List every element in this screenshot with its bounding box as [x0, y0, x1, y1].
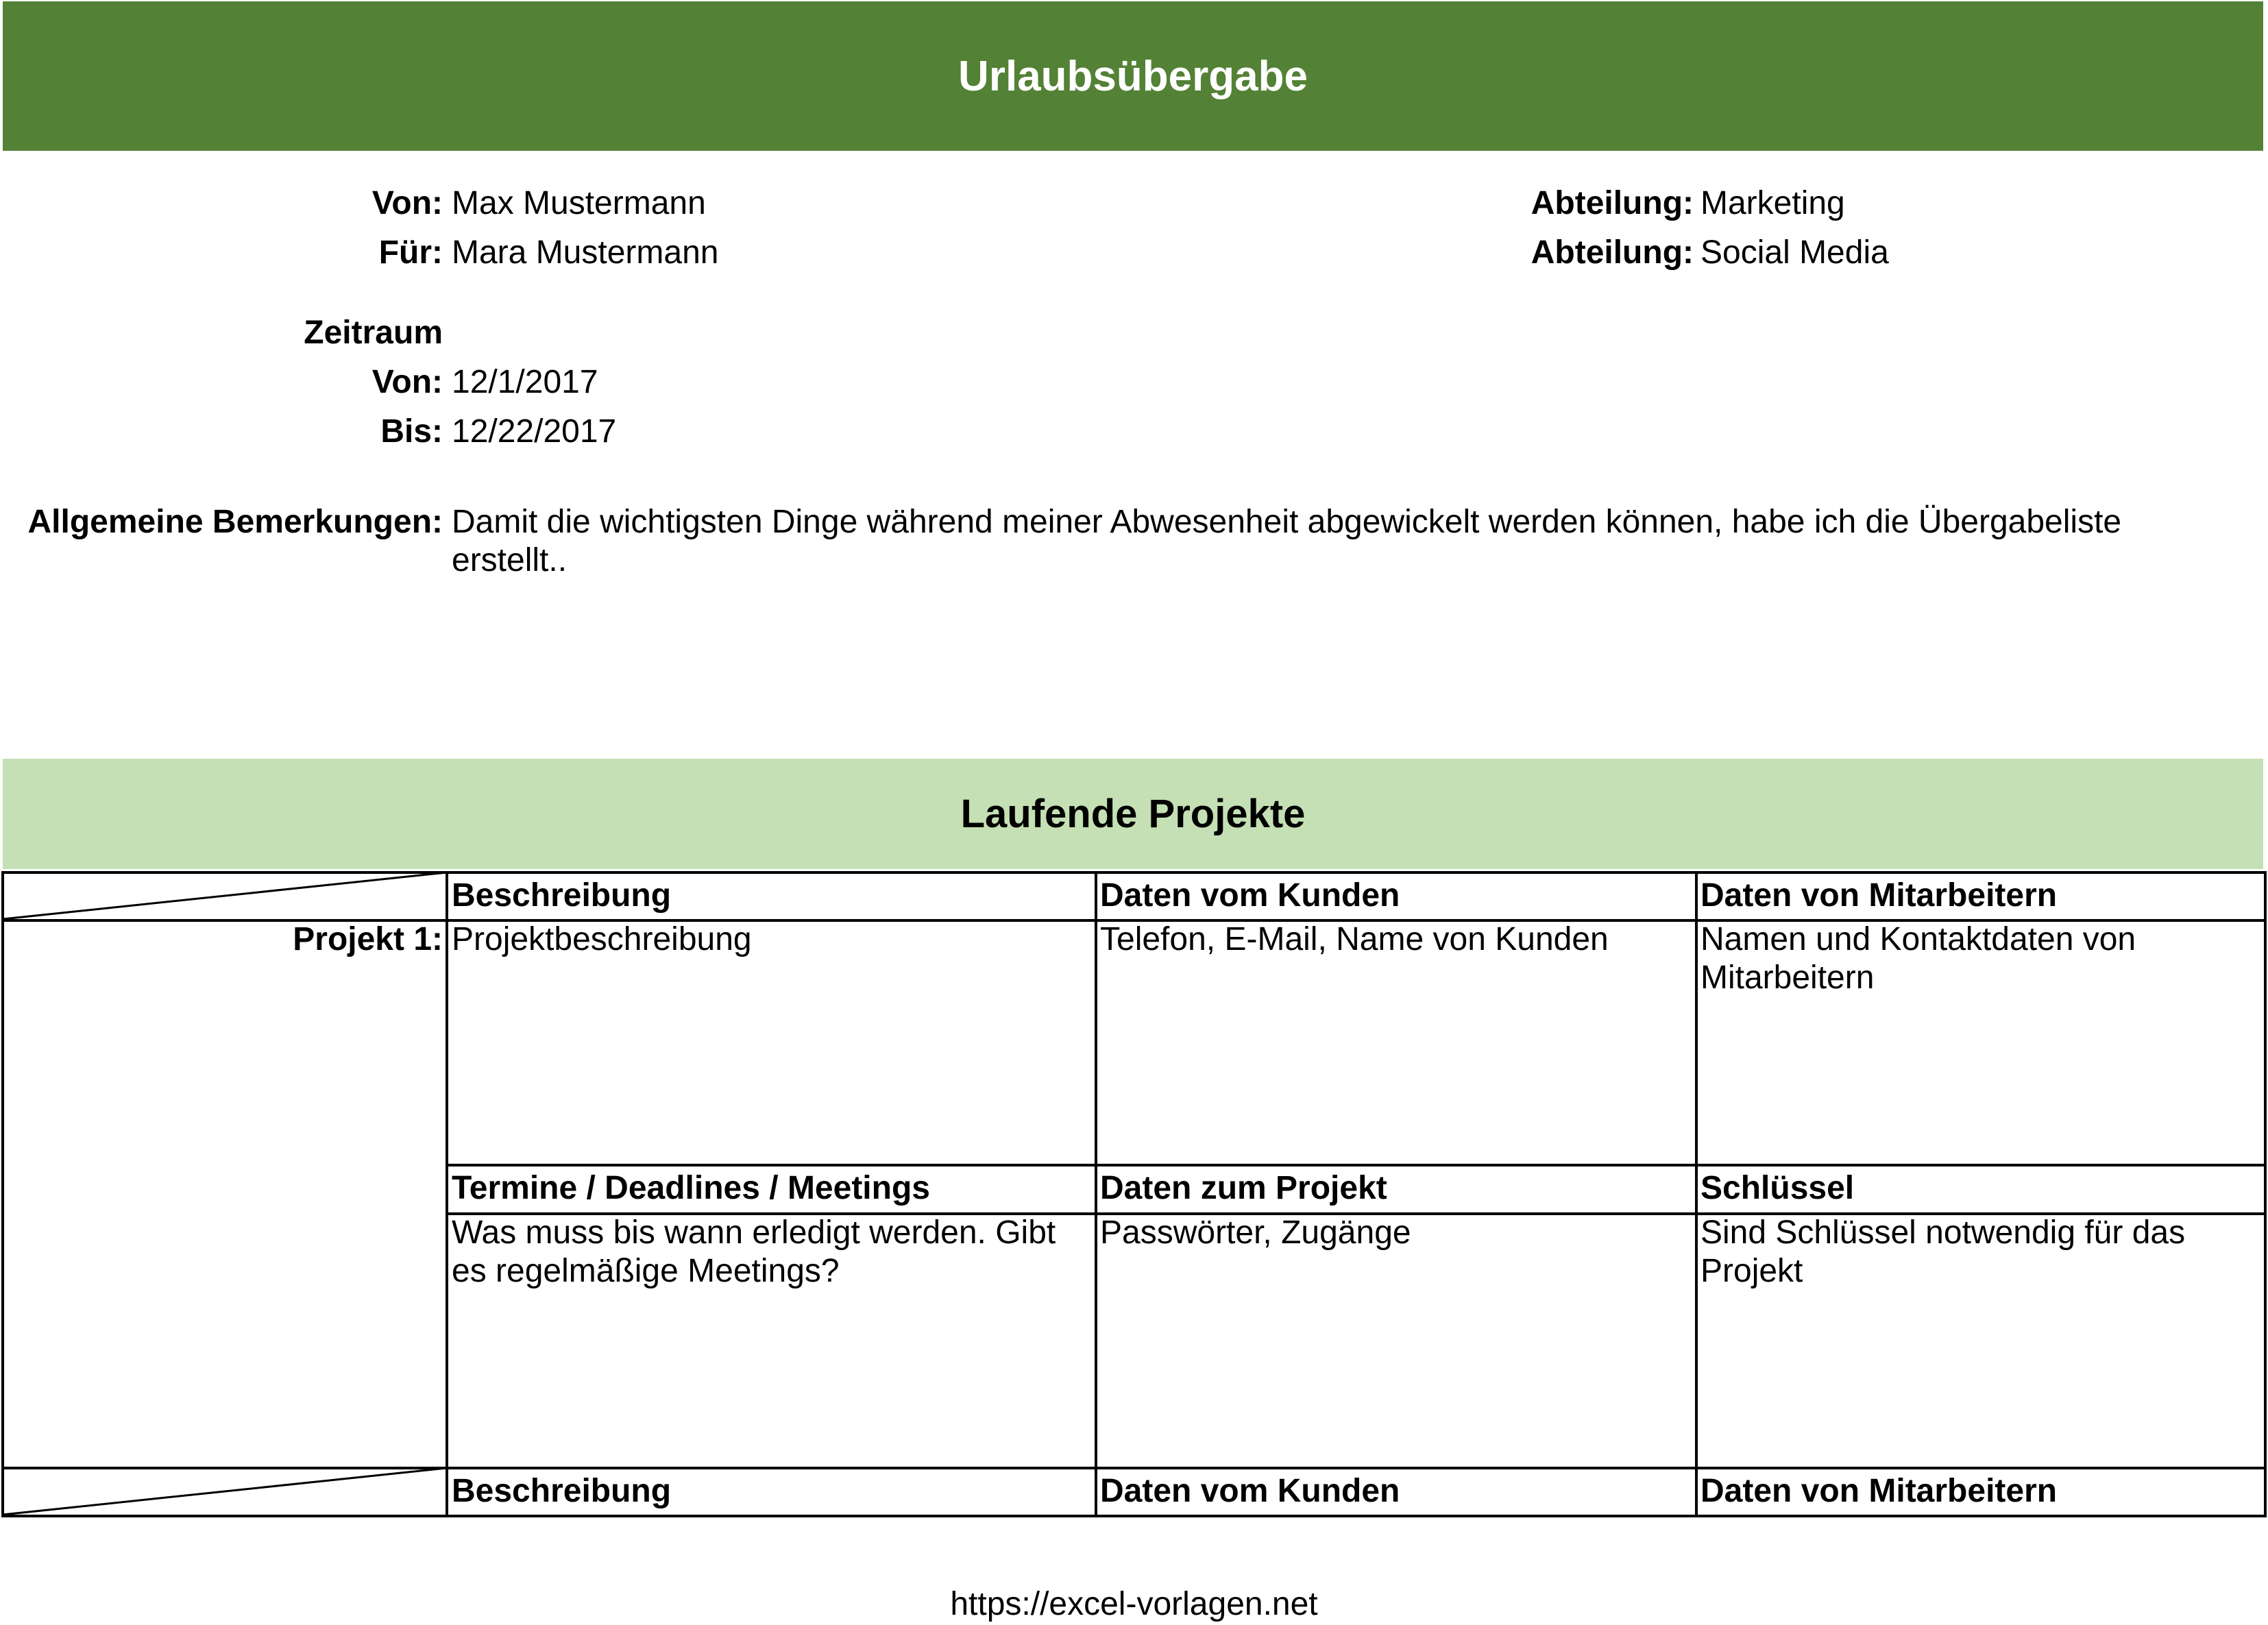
period-to-label: Bis: — [380, 413, 443, 450]
remarks-text[interactable]: Damit die wichtigsten Dinge während meiner Abwesenheit abgewickelt werden können, habe ich die Übergabeliste erstellt.. — [452, 504, 2122, 578]
department-label-1: Abteilung: — [1531, 185, 1694, 221]
project-description[interactable]: Projektbeschreibung — [452, 921, 752, 957]
project-employee-data[interactable]: Namen und Kontaktdaten von Mitarbeitern — [1700, 921, 2136, 996]
period-from-label: Von: — [371, 364, 443, 400]
period-heading: Zeitraum — [304, 315, 443, 351]
corner-diagonal-line — [3, 872, 447, 919]
project-customer-data[interactable]: Telefon, E-Mail, Name von Kunden — [1100, 921, 1609, 957]
project-keys[interactable]: Sind Schlüssel notwendig für das Projekt — [1700, 1214, 2186, 1289]
corner-diagonal-line — [3, 1468, 447, 1515]
col-header-customer-data: Daten vom Kunden — [1100, 1473, 1400, 1509]
department-label-2: Abteilung: — [1531, 234, 1694, 271]
project-access-data[interactable]: Passwörter, Zugänge — [1100, 1214, 1411, 1251]
from-value[interactable]: Max Mustermann — [452, 185, 706, 221]
col-header-description: Beschreibung — [452, 877, 672, 914]
remarks-label: Allgemeine Bemerkungen: — [27, 504, 443, 540]
footer-link[interactable]: https://excel-vorlagen.net — [950, 1586, 1318, 1622]
department-value-1[interactable]: Marketing — [1700, 185, 1845, 221]
from-label: Von: — [371, 185, 443, 221]
for-label: Für: — [378, 234, 443, 271]
project-deadlines[interactable]: Was muss bis wann erledigt werden. Gibt es regelmäßige Meetings? — [452, 1214, 1056, 1289]
col-header-customer-data: Daten vom Kunden — [1100, 877, 1400, 914]
col-header-keys: Schlüssel — [1700, 1170, 1855, 1206]
page-title: Urlaubsübergabe — [958, 52, 1308, 100]
project-label: Projekt 1: — [293, 921, 443, 957]
section-title: Laufende Projekte — [960, 792, 1306, 836]
col-header-project-data: Daten zum Projekt — [1100, 1170, 1387, 1206]
department-value-2[interactable]: Social Media — [1700, 234, 1889, 271]
for-value[interactable]: Mara Mustermann — [452, 234, 719, 271]
col-header-deadlines: Termine / Deadlines / Meetings — [452, 1170, 930, 1206]
period-from-value[interactable]: 12/1/2017 — [452, 364, 598, 400]
col-header-employee-data: Daten von Mitarbeitern — [1700, 877, 2058, 914]
col-header-employee-data: Daten von Mitarbeitern — [1700, 1473, 2058, 1509]
col-header-description: Beschreibung — [452, 1473, 672, 1509]
period-to-value[interactable]: 12/22/2017 — [452, 413, 617, 450]
